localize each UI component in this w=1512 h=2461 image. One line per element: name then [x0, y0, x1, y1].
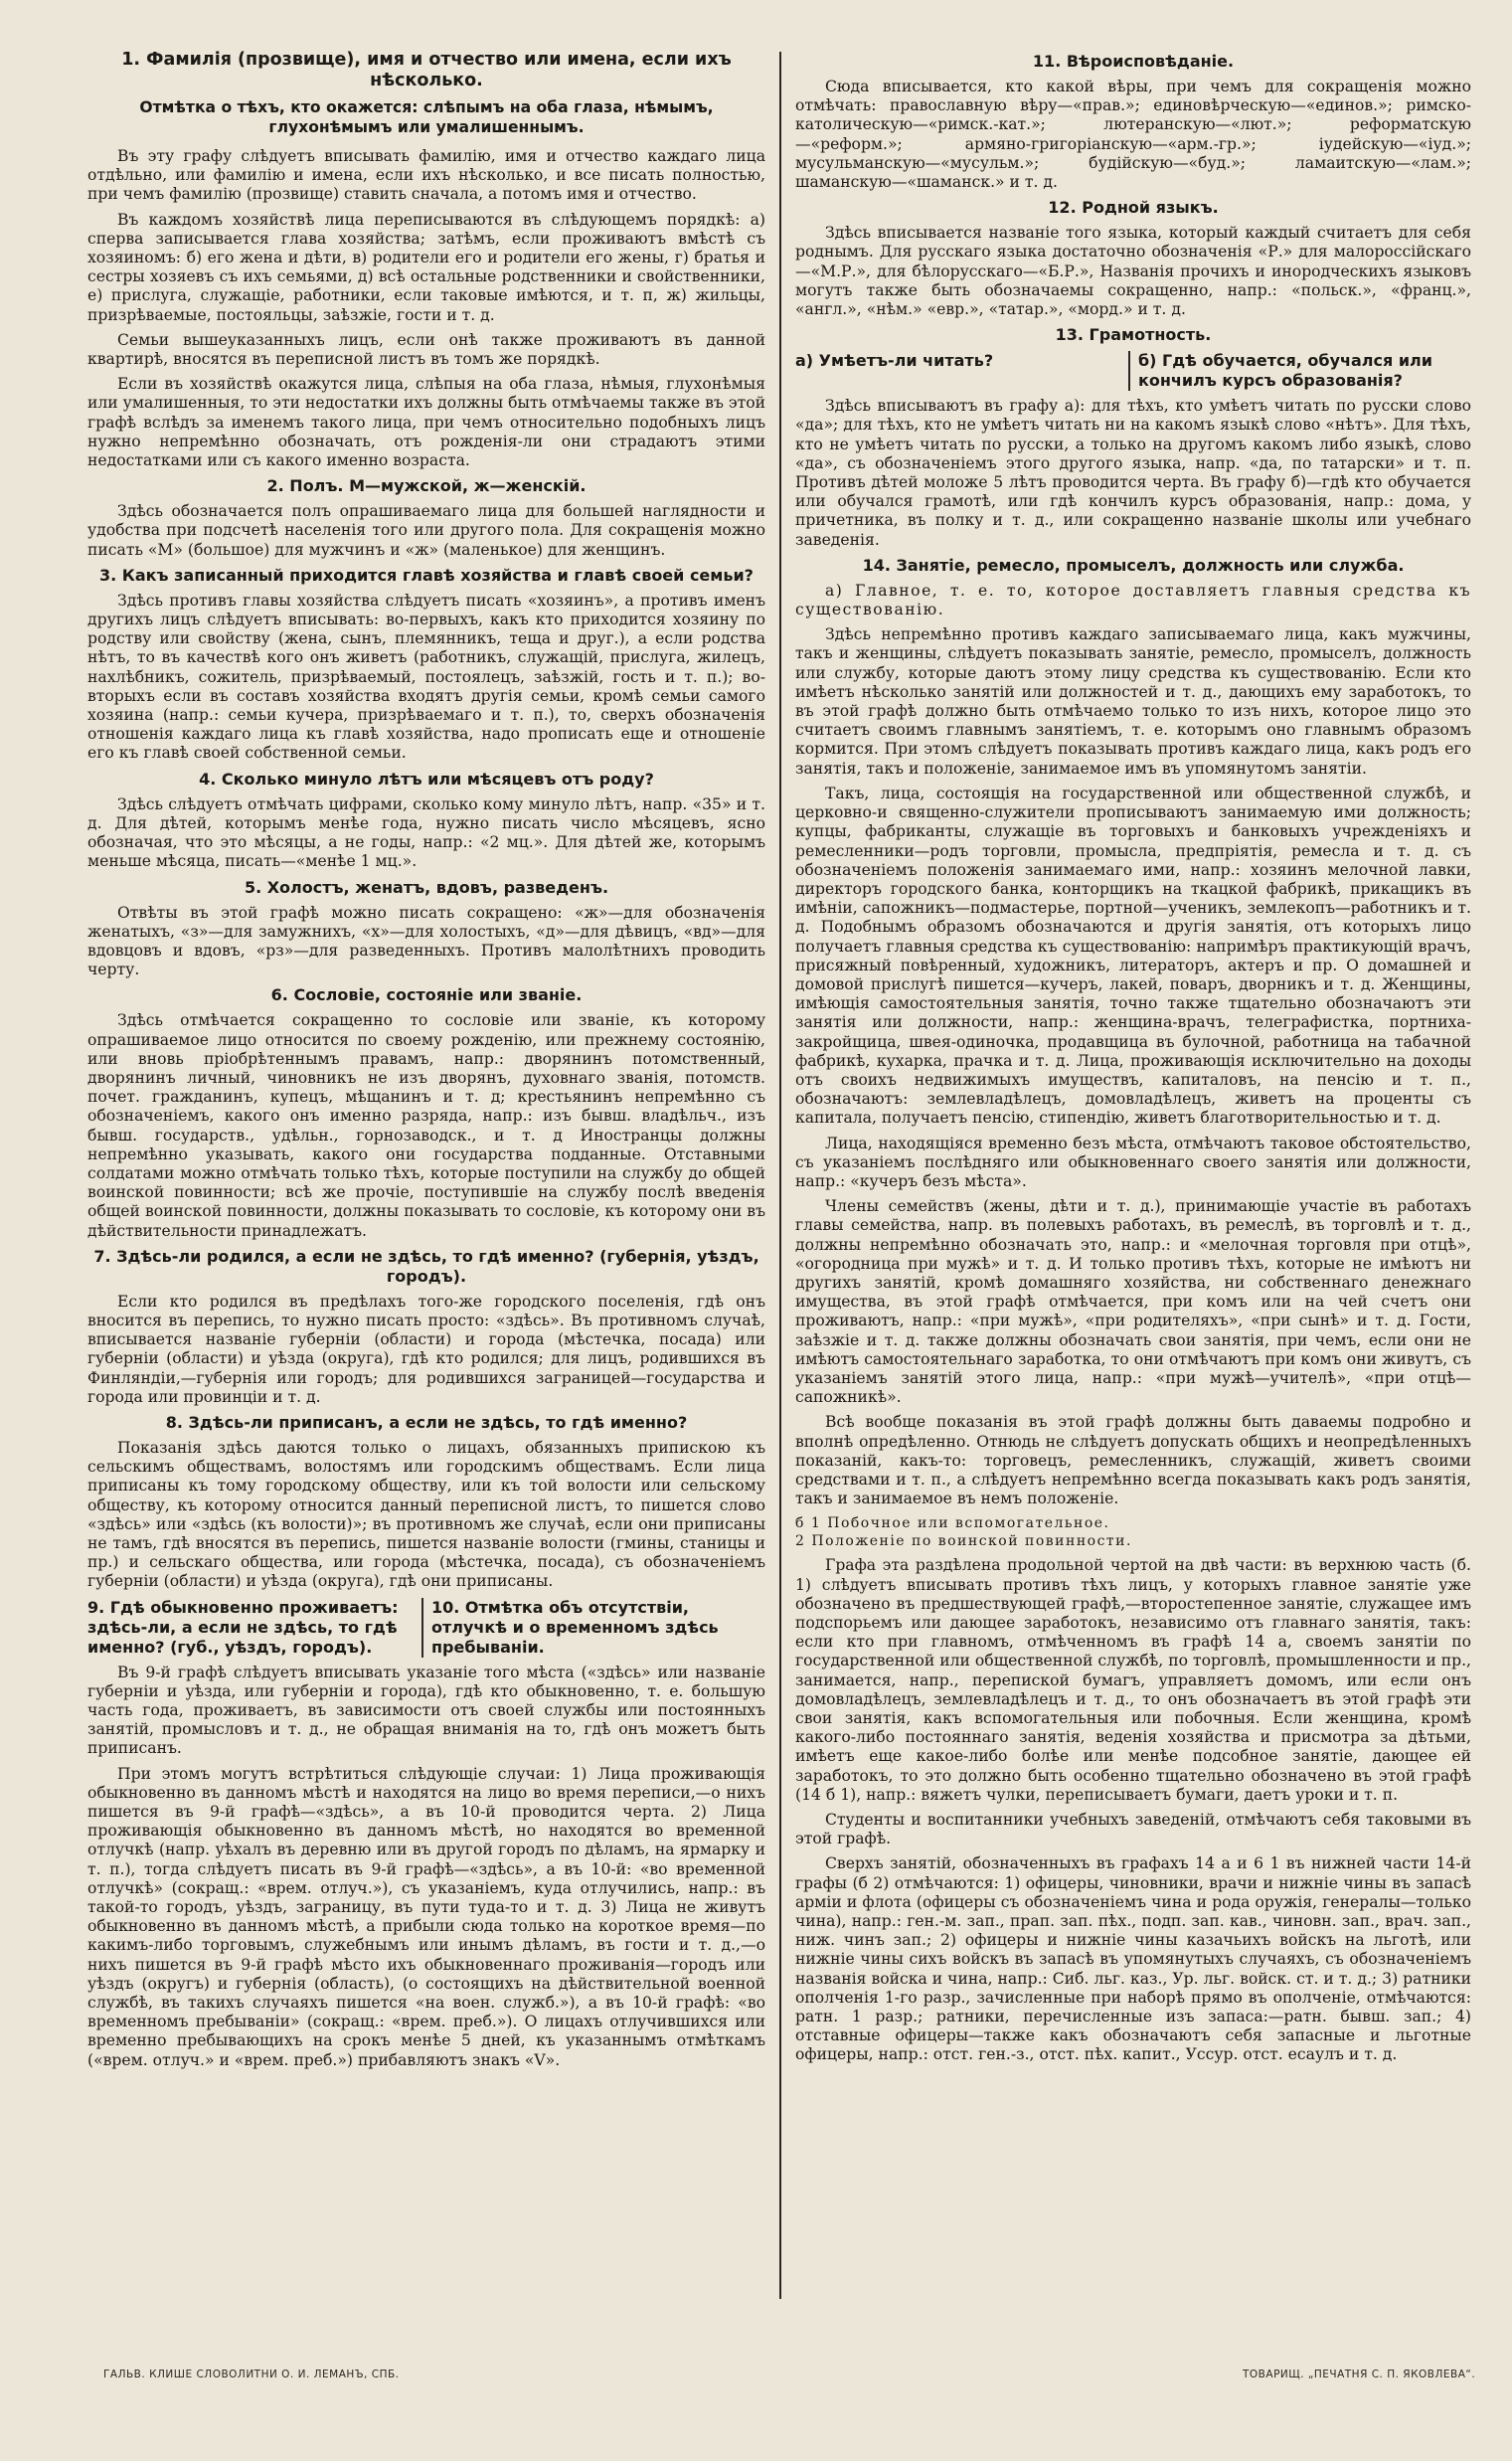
section-1-title: 1. Фамилія (прозвище), имя и отчество или имена, если ихъ нѣсколько. — [121, 50, 732, 90]
section-13a-title: а) Умѣетъ-ли читать? — [795, 351, 994, 371]
section-14-paragraph: Всѣ вообще показанія въ этой графѣ должны быть даваемы подробно и вполнѣ опредѣленно. Отнюдь не слѣдуетъ допускать общихъ и неопредѣленныхъ показаній, какъ-то: торговецъ, ремесленникъ, служащій, живетъ своими средствами и т. п., а слѣдуетъ непремѣнно всегда показывать какъ родъ занятія, такъ и занимаемое въ немъ положеніе. — [795, 1413, 1471, 1508]
section-13a-box — [795, 351, 1128, 391]
section-14b1-title: б 1 Побочное или вспомогательное. — [795, 1515, 1110, 1532]
section-1-paragraph: Въ каждомъ хозяйствѣ лица переписываются въ слѣдующемъ порядкѣ: а) сперва записывается глава хозяйства; затѣмъ, если проживаютъ вмѣстѣ съ хозяиномъ: б) его жена и дѣти, в) родители его и родители его жены, г) братья и сестры хозяевъ съ ихъ семьями, д) всѣ остальные родственники и свойственники, е) прислуга, служащіе, работники, если таковые имѣются, и т. п, ж) жильцы, призрѣваемые, постояльцы, заѣзжіе, гости и т. д. — [87, 210, 765, 324]
section-3-paragraph: Здѣсь противъ главы хозяйства слѣдуетъ писать «хозяинъ», а противъ именъ другихъ лицъ слѣдуетъ вписывать: во-первыхъ, какъ кто приходится хозяину по родству или свойству (жена, сынъ, племянникъ, теща и друг.), а если родства нѣтъ, то въ качествѣ кого онъ живетъ (работникъ, служащій, прислуга, жилецъ, нахлѣбникъ, сожитель, призрѣваемый, постоялецъ, заѣзжій, гость и т. п.); во-вторыхъ если въ составъ хозяйства входятъ другія семьи, кромѣ семьи самого хозяина (напр.: семьи кучера, призрѣваемаго и т. п.), то, сверхъ обозначенія отношенія каждаго лица къ главѣ хозяйства, надо прописать еще и отношеніе его къ главѣ своей собственной семьи. — [87, 591, 765, 763]
section-14-paragraph: Такъ, лица, состоящія на государственной или общественной службѣ, и церковно-и священно-служители прописываютъ занимаемую ими должность; купцы, фабриканты, служащіе въ торговыхъ и банковыхъ учрежденіяхъ и ремесленники—родъ торговли, промысла, предпріятія, ремесла и т. д. съ обозначеніемъ положенія занимаемаго ими, напр.: хозяинъ мелочной лавки, директоръ городского банка, конторщикъ на ткацкой фабрикѣ, прикащикъ въ имѣніи, сапожникъ—подмастерье, портной—ученикъ, землекопъ—работникъ и т. д. Подобнымъ образомъ обозначаются и другія занятія, отъ которыхъ лицо получаетъ главныя средства къ существованію: напримѣръ практикующій врачъ, присяжный повѣренный, художникъ, литераторъ, актеръ и пр. О домашней и домовой прислугѣ пишется—кучеръ, лакей, поваръ, дворникъ и т. д. Женщины, имѣющія самостоятельныя занятія, точно также тщательно обозначаютъ эти занятія или должности, напр.: женщина-врачъ, телеграфистка, портниха-закройщица, швея-одиночка, продавщица въ булочной, работница на табачной фабрикѣ, кухарка, прачка и т. д. Лица, проживающія исключительно на доходы отъ своихъ недвижимыхъ имуществъ, капиталовъ, на пенсію и т. п., обозначаютъ: землевладѣлецъ, домовладѣлецъ, живетъ на проценты съ капитала, получаетъ пенсію, стипендію, живетъ благотворительностью и т. д. — [795, 784, 1471, 1128]
section-13-subheaders — [795, 351, 1471, 391]
section-5-title: 5. Холостъ, женатъ, вдовъ, разведенъ. — [244, 877, 609, 897]
section-9-paragraph: При этомъ могутъ встрѣтиться слѣдующіе случаи: 1) Лица проживающія обыкновенно въ данномъ мѣстѣ и находятся на лицо во время переписи,—о нихъ пишется въ 9-й графѣ—«здѣсь», а въ 10-й проводится черта. 2) Лица проживающія обыкновенно въ данномъ мѣстѣ, но находятся во временной отлучкѣ (напр. уѣхалъ въ деревню или въ другой городъ по дѣламъ, на ярмарку и т. п.), тогда слѣдуетъ писать въ 9-й графѣ—«здѣсь», а въ 10-й: «во временной отлучкѣ» (сокращ.: «врем. отлуч.»), съ указаніемъ, куда отлучились, напр.: въ такой-то городъ, уѣздъ, заграницу, въ пути туда-то и т. д. 3) Лица не живутъ обыкновенно въ данномъ мѣстѣ, а прибыли сюда только на короткое время—по какимъ-либо торговымъ, служебнымъ или инымъ дѣламъ, въ гости и т. д.,—о нихъ пишется въ 9-й графѣ мѣсто ихъ обыкновеннаго проживанія—городъ или уѣздъ (округъ) и губернія (область), (о состоящихъ на дѣйствительной военной службѣ, въ такихъ случаяхъ пишется «на воен. служб.»), а въ 10-й графѣ: «во временномъ пребываніи» (сокращ.: «врем. преб.»). О лицахъ отлучившихся или временно пребывающихъ на срокъ менѣе 5 дней, къ указаннымъ отмѣткамъ («врем. отлуч.» и «врем. преб.») прибавляютъ знакъ «V». — [87, 1764, 765, 2069]
section-6-title: 6. Сословіе, состояніе или званіе. — [270, 985, 583, 1005]
section-12-title: 12. Родной языкъ. — [1048, 198, 1219, 218]
section-10-title: 10. Отмѣтка объ отсутствіи, отлучкѣ и о временномъ здѣсь пребываніи. — [431, 1597, 719, 1657]
section-1-subtitle: Отмѣтка о тѣхъ, кто окажется: слѣпымъ на оба глаза, нѣмымъ, глухонѣмымъ или умалишеннымъ. — [139, 98, 714, 136]
section-14-paragraph: Студенты и воспитанники учебныхъ заведеній, отмѣчаютъ себя таковыми въ этой графѣ. — [795, 1811, 1471, 1848]
section-13b-box — [1128, 351, 1471, 391]
section-5-paragraph: Отвѣты въ этой графѣ можно писать сокращено: «ж»—для обозначенія женатыхъ, «з»—для замужнихъ, «х»—для холостыхъ, «д»—для дѣвицъ, «вд»—для вдовцовъ и вдовъ, «рз»—для разведенныхъ. Противъ малолѣтнихъ проводить черту. — [87, 903, 765, 979]
section-10-box — [421, 1598, 765, 1658]
section-1-paragraph: Семьи вышеуказанныхъ лицъ, если онѣ также проживаютъ въ данной квартирѣ, вносятся въ переписной листъ въ томъ же порядкѣ. — [87, 330, 765, 369]
section-2-paragraph: Здѣсь обозначается полъ опрашиваемаго лица для большей наглядности и удобства при подсчетѣ населенія того или другого пола. Для сокращенія можно писать «М» (большое) для мужчинъ и «ж» (маленькое) для женщинъ. — [87, 502, 765, 559]
section-8-paragraph: Показанія здѣсь даются только о лицахъ, обязанныхъ припискою къ сельскимъ обществамъ, волостямъ или городскимъ обществамъ. Если лица приписаны къ тому городскому обществу, или къ той волости или сельскому обществу, къ которому относится данный переписной листъ, то пишется слово «здѣсь» или «здѣсь (къ волости)»; въ противномъ же случаѣ, если они приписаны не тамъ, гдѣ вносятся въ перепись, пишется названіе волости (гмины, станицы и пр.) и сельскаго общества, или города (мѣстечка, посада), съ обозначеніемъ губерніи (области) и уѣзда (округа), гдѣ они приписаны. — [87, 1438, 765, 1591]
section-4-paragraph: Здѣсь слѣдуетъ отмѣчать цифрами, сколько кому минуло лѣтъ, напр. «35» и т. д. Для дѣтей, которымъ менѣе года, нужно писать число мѣсяцевъ, ясно обозначая, что это мѣсяцы, а не годы, напр.: «2 мц.». Для дѣтей же, которымъ меньше мѣсяца, писать—«менѣе 1 мц.». — [87, 794, 765, 871]
section-14-paragraph: Сверхъ занятій, обозначенныхъ въ графахъ 14 а и 6 1 въ нижней части 14-й графы (б 2) отмѣчаются: 1) офицеры, чиновники, врачи и нижніе чины въ запасѣ арміи и флота (офицеры съ обозначеніемъ чина и рода оружія, генералы—только чина), напр.: ген.-м. зап., прап. зап. пѣх., подп. зап. кав., чиновн. зап., врач. зап., ниж. чинъ зап.; 2) офицеры и нижніе чины казачьихъ войскъ на льготѣ, или нижніе чины сихъ войскъ въ запасѣ въ упомянутыхъ случаяхъ, съ обозначеніемъ названія войска и чина, напр.: Сиб. льг. каз., Ур. льг. войск. ст. и т. д.; 3) ратники ополченія 1-го разр., зачисленные при наборѣ прямо въ ополченіе, отмѣчаются: ратн. 1 разр.; ратники, перечисленные изъ запаса:—ратн. бывш. зап.; 4) отставные офицеры—также какъ обозначаютъ себя запасные и льготные офицеры, напр.: отст. ген.-з., отст. пѣх. капит., Уссур. отст. есаулъ и т. д. — [795, 1854, 1471, 2064]
section-7-title: 7. Здѣсь-ли родился, а если не здѣсь, то гдѣ именно? (губернія, уѣздъ, городъ). — [93, 1246, 759, 1286]
section-8-title: 8. Здѣсь-ли приписанъ, а если не здѣсь, то гдѣ именно? — [165, 1412, 688, 1432]
section-13-title: 13. Грамотность. — [1055, 325, 1212, 345]
section-14b2-title: 2 Положеніе по воинской повинности. — [795, 1533, 1132, 1550]
section-11-paragraph: Сюда вписывается, кто какой вѣры, при чемъ для сокращенія можно отмѣчать: православную вѣру—«прав.»; единовѣрческую—«единов.»; римско-католическую—«римск.-кат.»; лютеранскую—«лют.»; реформатскую—«реформ.»; армяно-григоріанскую—«арм.-гр.»; іудейскую—«іуд.»; мусульманскую—«мусульм.»; будійскую—«буд.»; ламаитскую—«лам.»; шаманскую—«шаманск.» и т. д. — [795, 78, 1471, 192]
section-7-paragraph: Если кто родился въ предѣлахъ того-же городского поселенія, гдѣ онъ вносится въ перепись, то нужно писать просто: «здѣсь». Въ противномъ случаѣ, вписывается названіе губерніи (области) и города (мѣстечка, посада) или губерніи (области) и уѣзда (округа), гдѣ кто родился; для лицъ, родившихся въ Финляндіи,—губернія или городъ; для родившихся заграницей—государства и города или провинціи и т. д. — [87, 1292, 765, 1406]
section-14b-headers — [795, 1514, 1471, 1550]
left-column — [87, 46, 765, 2333]
section-13-paragraph: Здѣсь вписываютъ въ графу а): для тѣхъ, кто умѣетъ читать по русски слово «да»; для тѣхъ, кто не умѣетъ читать ни на какомъ языкѣ слово «нѣтъ». Для тѣхъ, кто не умѣетъ читать по русски, а только на другомъ какомъ либо языкѣ, слово «да», съ обозначеніемъ этого другого языка, напр. «да, по татарски» и т. п. Противъ дѣтей моложе 5 лѣтъ проводится черта. Въ графу б)—гдѣ кто обучается или обучался грамотѣ, или гдѣ кончилъ курсъ образованія, напр.: дома, у причетника, въ полку и т. д., или сокращенно названіе школы или учебнаго заведенія. — [795, 397, 1471, 549]
section-1-paragraph: Если въ хозяйствѣ окажутся лица, слѣпыя на оба глаза, нѣмыя, глухонѣмыя или умалишенныя, то эти недостатки ихъ должны быть отмѣчаемы также въ этой графѣ вслѣдъ за именемъ такого лица, при чемъ относительно подобныхъ лицъ нужно непремѣнно обозначать, отъ рожденія-ли они страдаютъ этими недостатками или съ какого именно возраста. — [87, 375, 765, 470]
section-14-paragraph: Графа эта раздѣлена продольной чертой на двѣ части: въ верхнюю часть (б. 1) слѣдуетъ вписывать противъ тѣхъ лицъ, у которыхъ главное занятіе уже обозначено въ предшествующей графѣ,—второстепенное занятіе, служащее имъ подспорьемъ или дающее заработокъ, независимо отъ главнаго занятія, такъ: если кто при главномъ, отмѣченномъ въ графѣ 14 а, своемъ занятіи по государственной или общественной службѣ, по торговлѣ, промышленности и пр., занимается, напр., перепиской бумагъ, управляетъ домомъ, или если онъ домовладѣлецъ, землевладѣлецъ и т. д., то онъ обозначаетъ въ этой графѣ эти свои занятія, какъ вспомогательныя или побочныя. Если женщина, кромѣ какого-либо постояннаго занятія, веденія хозяйства и присмотра за дѣтьми, имѣетъ еще какое-либо болѣе или менѣе подсобное занятіе, дающее ей заработокъ, то это должно быть особенно тщательно обозначено въ этой графѣ (14 б 1), напр.: вяжетъ чулки, переписываетъ бумаги, даетъ уроки и т. п. — [795, 1556, 1471, 1804]
section-14-paragraph: Лица, находящіяся временно безъ мѣста, отмѣчаютъ таковое обстоятельство, съ указаніемъ послѣдняго или обыкновеннаго своего занятія или должности, напр.: «кучеръ безъ мѣста». — [795, 1134, 1471, 1190]
section-3-title: 3. Какъ записанный приходится главѣ хозяйства и главѣ своей семьи? — [99, 565, 754, 585]
right-column — [795, 46, 1471, 2333]
section-9-box — [87, 1598, 421, 1658]
section-11-title: 11. Вѣроисповѣданіе. — [1032, 52, 1235, 71]
section-6-paragraph: Здѣсь отмѣчается сокращенно то сословіе или званіе, къ которому опрашиваемое лицо относится по своему рожденію, или прежнему состоянію, или вновь пріобрѣтеннымъ правамъ, напр.: дворянинъ потомственный, дворянинъ личный, чиновникъ не изъ дворянъ, духовнаго званія, потомств. почет. гражданинъ, купецъ, мѣщанинъ и т. д; крестьянинъ непремѣнно съ обозначеніемъ, какого онъ именно разряда, напр.: изъ бывш. владѣльч., изъ бывш. государств., удѣльн., горнозаводск., и т. д Иностранцы должны непремѣнно указывать, какого они государства подданные. Отставными солдатами можно отмѣчать только тѣхъ, которые поступили на службу до общей воинской повинности; всѣ же прочіе, поступившіе на службу послѣ введенія общей воинской повинности, должны показывать то сословіе, къ которому они въ дѣйствительности принадлежатъ. — [87, 1011, 765, 1240]
column-divider — [779, 52, 781, 2299]
section-9-title: 9. Гдѣ обыкновенно проживаетъ: здѣсь-ли, а если не здѣсь, то гдѣ именно? (губ., уѣздъ, городъ). — [87, 1597, 399, 1657]
section-14-paragraph: Здѣсь непремѣнно противъ каждаго записываемаго лица, какъ мужчины, такъ и женщины, слѣдуетъ показывать занятіе, ремесло, промыселъ, должность или службу, которые даютъ этому лицу средства къ существованію. Если кто имѣетъ нѣсколько занятій или должностей и т. д., дающихъ ему заработокъ, то въ этой графѣ должно быть отмѣчаемо только то изъ нихъ, которое лицо это считаетъ своимъ главнымъ занятіемъ, т. е. которымъ оно главнымъ образомъ кормится. При этомъ слѣдуетъ показывать противъ каждаго лица, какъ родъ его занятія, такъ и положеніе, занимаемое имъ въ упомянутомъ занятіи. — [795, 625, 1471, 778]
printer-imprint-right: ТОВАРИЩ. „ПЕЧАТНЯ С. П. ЯКОВЛЕВА“. — [1243, 2369, 1476, 2380]
printer-imprint-left: ГАЛЬВ. КЛИШЕ СЛОВОЛИТНИ О. И. ЛЕМАНЪ, СПБ. — [103, 2369, 400, 2380]
section-12-paragraph: Здѣсь вписывается названіе того языка, который каждый считаетъ для себя роднымъ. Для русскаго языка достаточно обозначенія «Р.» для малороссійскаго—«М.Р.», для бѣлорусскаго—«Б.Р.», Названія прочихъ и инородческихъ языковъ могутъ также быть обозначаемы сокращенно, напр.: «польск.», «франц.», «англ.», «нѣм.» «евр.», «татар.», «морд.» и т. д. — [795, 224, 1471, 319]
section-1-paragraph: Въ эту графу слѣдуетъ вписывать фамилію, имя и отчество каждаго лица отдѣльно, или фамилію и имена, если ихъ нѣсколько, и все писать полностью, при чемъ фамилію (прозвище) ставить сначала, а потомъ имя и отчество. — [87, 147, 765, 204]
section-2-title: 2. Полъ. М—мужской, ж—женскій. — [266, 476, 587, 496]
section-9-paragraph: Въ 9-й графѣ слѣдуетъ вписывать указаніе того мѣста («здѣсь» или названіе губерніи и уѣзда, или губерніи и города), гдѣ кто обыкновенно, т. е. большую часть года, проживаетъ, въ зависимости отъ своей службы или постоянныхъ занятій, промысловъ и т. д., не обращая вниманія на то, гдѣ онъ можетъ быть приписанъ. — [87, 1663, 765, 1758]
section-9-10-header — [87, 1598, 765, 1658]
section-14-title: 14. Занятіе, ремесло, промыселъ, должность или служба. — [862, 555, 1405, 575]
section-13b-title: б) Гдѣ обучается, обучался или кончилъ курсъ образованія? — [1138, 351, 1432, 391]
section-14-paragraph: Члены семействъ (жены, дѣти и т. д.), принимающіе участіе въ работахъ главы семейства, напр. въ полевыхъ работахъ, въ ремеслѣ, въ торговлѣ и т. д., должны непремѣнно обозначать это, напр.: и «мелочная торговля при отцѣ», «огородница при мужѣ» и т. д. И только противъ тѣхъ, которые не имѣютъ ни другихъ занятій, кромѣ домашняго хозяйства, ни собственнаго денежнаго имущества, въ этой графѣ отмѣчается, при комъ или на чей счетъ они проживаютъ, напр.: «при мужѣ», «при родителяхъ», «при сынѣ» и т. д. Гости, заѣзжіе и т. д. также должны обозначать свои занятія, при чемъ, если они не имѣютъ самостоятельнаго заработка, то они отмѣчаютъ при комъ они живутъ, съ указаніемъ занятій этого лица, напр.: «при мужѣ—учителѣ», «при отцѣ—сапожникѣ». — [795, 1197, 1471, 1407]
section-4-title: 4. Сколько минуло лѣтъ или мѣсяцевъ отъ роду? — [199, 769, 654, 789]
section-14a-subtitle: а) Главное, т. е. то, которое доставляетъ главныя средства къ существованію. — [795, 581, 1471, 619]
